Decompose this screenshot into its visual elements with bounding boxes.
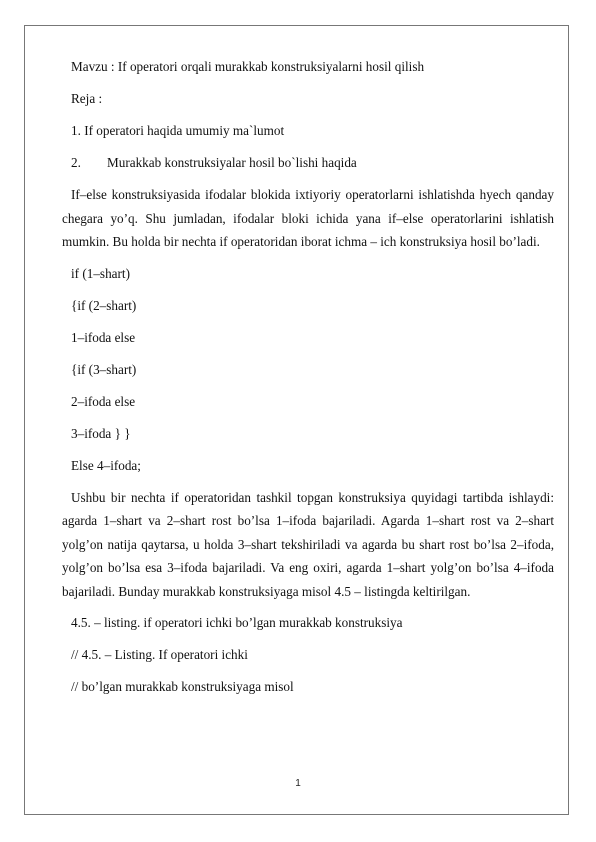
topic-line: Mavzu : If operatori orqali murakkab konstruksiyalarni hosil qilish <box>71 59 425 74</box>
comment-line: // bo’lgan murakkab konstruksiyaga misol <box>71 679 294 694</box>
code-line: 1–ifoda else <box>71 329 136 345</box>
plan-item-2-number: 2. <box>71 155 81 170</box>
plan-item-1: 1. If operatori haqida umumiy ma`lumot <box>71 123 285 138</box>
plan-heading: Reja : <box>71 91 103 106</box>
plan-item-2-text: Murakkab konstruksiyalar hosil bo`lishi haqida <box>107 155 357 170</box>
code-line: 2–ifoda else <box>71 393 136 409</box>
document-body <box>62 55 554 707</box>
code-line: 3–ifoda } } <box>71 425 131 441</box>
page-number: 1 <box>295 778 301 789</box>
code-line: {if (2–shart) <box>71 297 137 313</box>
plan-item-2 <box>62 151 554 175</box>
intro-paragraph: If–else konstruksiyasida ifodalar blokida ixtiyoriy operatorlarni ishlatishda hyech qanday chegara yo’q. Shu jumladan, ifodalar bloki ichida yana if–else operatorlarini ishlatish mumkin. Bu holda bir nechta if operatoridan iborat ichma – ich konstruksiya hosil bo’ladi. <box>62 187 554 249</box>
code-line: if (1–shart) <box>71 265 130 281</box>
listing-caption: 4.5. – listing. if operatori ichki bo’lgan murakkab konstruksiya <box>71 615 403 630</box>
code-line: {if (3–shart) <box>71 361 137 377</box>
comment-line: // 4.5. – Listing. If operatori ichki <box>71 647 248 662</box>
code-line: Else 4–ifoda; <box>71 457 141 473</box>
explanation-paragraph: Ushbu bir nechta if operatoridan tashkil topgan konstruksiya quyidagi tartibda ishlaydi: agarda 1–shart va 2–shart rost bo’lsa 1–ifoda bajariladi. Agarda 1–shart rost va 2–shart yolg’on natija qaytarsa, u holda 3–shart tekshiriladi va agarda bu shart rost bo’lsa 2–ifoda, yolg’on bo’lsa esa 3–ifoda bajariladi. Va eng oxiri, agarda 1–shart yolg’on bo’lsa 4–ifoda bajariladi. Bunday murakkab konstruksiyaga misol 4.5 – listingda keltirilgan. <box>62 489 554 599</box>
